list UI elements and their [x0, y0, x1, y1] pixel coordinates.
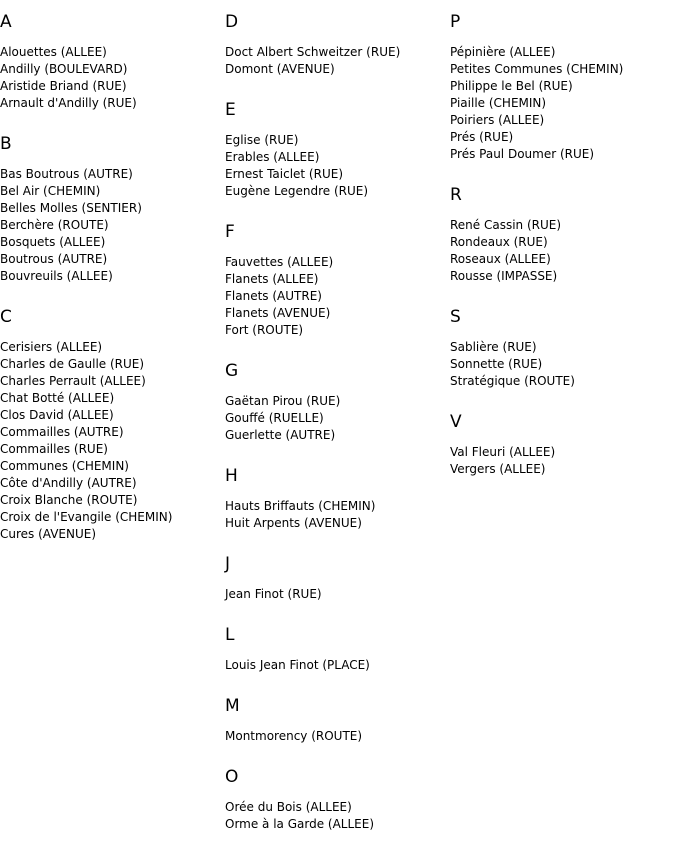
group-spacer [225, 833, 450, 843]
street-list-item [0, 200, 225, 217]
street-link[interactable]: Rondeaux (RUE) [450, 235, 548, 249]
street-link[interactable]: Aristide Briand (RUE) [0, 79, 127, 93]
street-link[interactable]: Arnault d'Andilly (RUE) [0, 96, 137, 110]
group-spacer [450, 285, 675, 295]
street-link[interactable]: Pépinière (ALLEE) [450, 45, 556, 59]
letter-heading: B [0, 134, 12, 154]
letter-heading: D [225, 12, 239, 32]
street-link[interactable]: Boutrous (AUTRE) [0, 252, 108, 266]
letter-group-s [450, 307, 675, 400]
street-link[interactable]: Bas Boutrous (AUTRE) [0, 167, 133, 181]
street-list-item [225, 799, 450, 816]
street-link[interactable]: Flanets (AVENUE) [225, 306, 331, 320]
group-spacer [225, 674, 450, 684]
letter-heading: H [225, 466, 238, 486]
letter-heading: S [450, 307, 461, 327]
street-link[interactable]: Eglise (RUE) [225, 133, 299, 147]
street-link[interactable]: Chat Botté (ALLEE) [0, 391, 115, 405]
street-list-item [0, 166, 225, 183]
street-link[interactable]: Hauts Briffauts (CHEMIN) [225, 499, 376, 513]
street-list-item [450, 356, 675, 373]
letter-heading: F [225, 222, 235, 242]
street-list-item [225, 166, 450, 183]
street-list-item [450, 112, 675, 129]
street-list-item [0, 339, 225, 356]
street-link[interactable]: Philippe le Bel (RUE) [450, 79, 573, 93]
street-list-item [0, 526, 225, 543]
letter-group-j [225, 554, 450, 613]
street-list-item [0, 95, 225, 112]
street-list [225, 393, 450, 444]
street-list-item [0, 407, 225, 424]
street-list-item [0, 509, 225, 526]
letter-group-g [225, 361, 450, 454]
letter-heading: G [225, 361, 239, 381]
street-link[interactable]: Vergers (ALLEE) [450, 462, 546, 476]
street-link[interactable]: Bouvreuils (ALLEE) [0, 269, 113, 283]
street-link[interactable]: Ernest Taiclet (RUE) [225, 167, 343, 181]
street-list-item [225, 183, 450, 200]
letter-heading: V [450, 412, 462, 432]
letter-group-a [0, 12, 225, 122]
street-link[interactable]: Bel Air (CHEMIN) [0, 184, 101, 198]
street-link[interactable]: Clos David (ALLEE) [0, 408, 114, 422]
street-link[interactable]: Sonnette (RUE) [450, 357, 543, 371]
street-list-item [225, 288, 450, 305]
street-link[interactable]: Rousse (IMPASSE) [450, 269, 558, 283]
street-list-item [0, 61, 225, 78]
letter-heading: R [450, 185, 462, 205]
street-link[interactable]: Croix de l'Evangile (CHEMIN) [0, 510, 173, 524]
street-list-item [225, 132, 450, 149]
street-link[interactable]: Huit Arpents (AVENUE) [225, 516, 362, 530]
street-list [225, 254, 450, 339]
street-list-item [225, 271, 450, 288]
street-list-item [450, 234, 675, 251]
street-list-item [450, 444, 675, 461]
group-spacer [225, 603, 450, 613]
street-link[interactable]: Jean Finot (RUE) [225, 587, 322, 601]
street-list-item [0, 268, 225, 285]
street-link[interactable]: Fauvettes (ALLEE) [225, 255, 334, 269]
letter-group-d [225, 12, 450, 88]
street-link[interactable]: Communes (CHEMIN) [0, 459, 129, 473]
street-link[interactable]: Croix Blanche (ROUTE) [0, 493, 138, 507]
street-link[interactable]: Gaëtan Pirou (RUE) [225, 394, 341, 408]
street-list [225, 132, 450, 200]
street-list-item [225, 61, 450, 78]
street-list [450, 44, 675, 163]
street-list-item [0, 78, 225, 95]
group-spacer [450, 478, 675, 488]
group-spacer [225, 532, 450, 542]
group-spacer [450, 390, 675, 400]
street-link[interactable]: Commailles (AUTRE) [0, 425, 124, 439]
letter-group-c [0, 307, 225, 553]
letter-group-v [450, 412, 675, 488]
street-link[interactable]: Prés Paul Doumer (RUE) [450, 147, 595, 161]
street-list-item [0, 492, 225, 509]
street-link[interactable]: Domont (AVENUE) [225, 62, 335, 76]
street-list-item [450, 146, 675, 163]
street-link[interactable]: Côte d'Andilly (AUTRE) [0, 476, 137, 490]
street-link[interactable]: Eugène Legendre (RUE) [225, 184, 369, 198]
letter-group-m [225, 696, 450, 755]
street-link[interactable]: Louis Jean Finot (PLACE) [225, 658, 370, 672]
street-list-item [450, 61, 675, 78]
street-list-item [450, 268, 675, 285]
street-list-item [225, 44, 450, 61]
street-list-item [0, 458, 225, 475]
letter-heading: P [450, 12, 461, 32]
letter-group-h [225, 466, 450, 542]
street-list-item [225, 254, 450, 271]
letter-heading: C [0, 307, 12, 327]
group-spacer [450, 163, 675, 173]
street-link[interactable]: Sablière (RUE) [450, 340, 537, 354]
street-list [450, 217, 675, 285]
street-index-column-2 [225, 0, 450, 843]
street-link[interactable]: Berchère (ROUTE) [0, 218, 109, 232]
street-list-item [450, 95, 675, 112]
group-spacer [0, 543, 225, 553]
street-list-item [225, 515, 450, 532]
street-list-item [450, 251, 675, 268]
street-list-item [0, 44, 225, 61]
street-list-item [225, 322, 450, 339]
street-link[interactable]: Val Fleuri (ALLEE) [450, 445, 556, 459]
street-link[interactable]: Montmorency (ROUTE) [225, 729, 363, 743]
street-list [0, 44, 225, 112]
street-list-item [0, 475, 225, 492]
street-list-item [225, 149, 450, 166]
letter-heading: O [225, 767, 239, 787]
letter-heading: J [225, 554, 231, 574]
letter-group-e [225, 100, 450, 210]
street-list [225, 728, 450, 745]
letter-group-o [225, 767, 450, 843]
group-spacer [0, 285, 225, 295]
street-link[interactable]: Flanets (AUTRE) [225, 289, 322, 303]
street-list-item [225, 657, 450, 674]
group-spacer [225, 200, 450, 210]
street-list-item [450, 373, 675, 390]
letter-group-b [0, 134, 225, 295]
street-list-item [450, 461, 675, 478]
street-link[interactable]: Prés (RUE) [450, 130, 514, 144]
street-list [225, 586, 450, 603]
street-list-item [0, 356, 225, 373]
letter-heading: L [225, 625, 235, 645]
street-list [450, 339, 675, 390]
letter-group-r [450, 185, 675, 295]
street-list-item [225, 498, 450, 515]
street-link[interactable]: Flanets (ALLEE) [225, 272, 319, 286]
street-list-item [450, 78, 675, 95]
street-list-item [225, 427, 450, 444]
street-link[interactable]: Cerisiers (ALLEE) [0, 340, 103, 354]
street-list-item [0, 441, 225, 458]
street-link[interactable]: Andilly (BOULEVARD) [0, 62, 128, 76]
street-index-column-3 [450, 0, 675, 488]
street-list-item [225, 816, 450, 833]
street-list [0, 339, 225, 543]
street-list-item [0, 234, 225, 251]
street-list-item [0, 390, 225, 407]
letter-heading: A [0, 12, 12, 32]
street-link[interactable]: Orme à la Garde (ALLEE) [225, 817, 375, 831]
street-index-column-1 [0, 0, 225, 553]
street-link[interactable]: Charles de Gaulle (RUE) [0, 357, 145, 371]
street-list [450, 444, 675, 478]
street-list [225, 44, 450, 78]
street-list-item [0, 217, 225, 234]
street-list-item [225, 410, 450, 427]
street-list-item [0, 251, 225, 268]
group-spacer [0, 112, 225, 122]
group-spacer [225, 339, 450, 349]
street-list-item [0, 424, 225, 441]
street-list-item [225, 586, 450, 603]
group-spacer [225, 78, 450, 88]
street-list-item [225, 728, 450, 745]
street-list-item [225, 305, 450, 322]
street-link[interactable]: Gouffé (RUELLE) [225, 411, 324, 425]
letter-group-f [225, 222, 450, 349]
street-link[interactable]: Alouettes (ALLEE) [0, 45, 107, 59]
street-link[interactable]: Bosquets (ALLEE) [0, 235, 106, 249]
letter-heading: E [225, 100, 236, 120]
street-link[interactable]: Guerlette (AUTRE) [225, 428, 336, 442]
group-spacer [225, 444, 450, 454]
street-link[interactable]: Doct Albert Schweitzer (RUE) [225, 45, 401, 59]
street-list [225, 799, 450, 833]
street-list-item [0, 183, 225, 200]
street-link[interactable]: Commailles (RUE) [0, 442, 108, 456]
street-list-item [450, 339, 675, 356]
street-list [225, 498, 450, 532]
letter-group-l [225, 625, 450, 684]
letter-heading: M [225, 696, 240, 716]
group-spacer [225, 745, 450, 755]
street-link[interactable]: Stratégique (ROUTE) [450, 374, 575, 388]
street-link[interactable]: Fort (ROUTE) [225, 323, 304, 337]
street-list-item [450, 217, 675, 234]
street-list-item [225, 393, 450, 410]
street-link[interactable]: Erables (ALLEE) [225, 150, 320, 164]
street-link[interactable]: Piaille (CHEMIN) [450, 96, 547, 110]
street-link[interactable]: Poiriers (ALLEE) [450, 113, 545, 127]
street-link[interactable]: Roseaux (ALLEE) [450, 252, 551, 266]
street-list [0, 166, 225, 285]
street-link[interactable]: Cures (AVENUE) [0, 527, 97, 541]
letter-group-p [450, 12, 675, 173]
street-link[interactable]: Belles Molles (SENTIER) [0, 201, 142, 215]
street-list-item [450, 44, 675, 61]
street-list [225, 657, 450, 674]
street-link[interactable]: Orée du Bois (ALLEE) [225, 800, 352, 814]
street-list-item [450, 129, 675, 146]
street-list-item [0, 373, 225, 390]
street-link[interactable]: René Cassin (RUE) [450, 218, 562, 232]
street-link[interactable]: Petites Communes (CHEMIN) [450, 62, 624, 76]
street-link[interactable]: Charles Perrault (ALLEE) [0, 374, 146, 388]
